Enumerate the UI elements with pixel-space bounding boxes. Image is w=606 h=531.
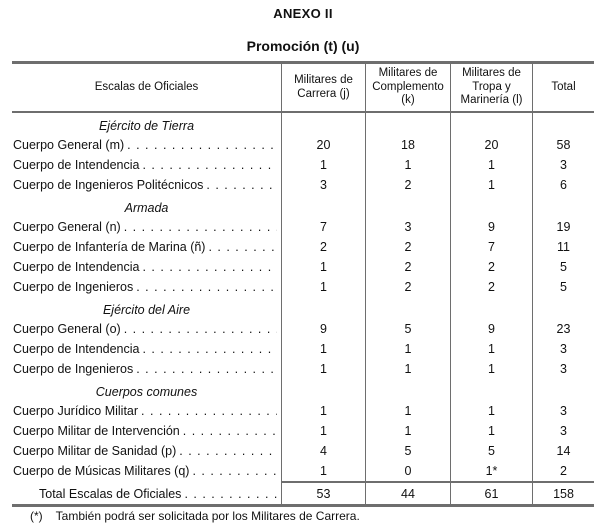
row-value: 18 [365, 135, 450, 155]
table-row [12, 135, 594, 155]
row-value: 1 [450, 175, 532, 195]
row-value: 1 [365, 155, 450, 175]
row-value: 2 [532, 461, 594, 481]
row-value: 3 [532, 339, 594, 359]
footnote-text: También podrá ser solicitada por los Militares de Carrera. [55, 509, 360, 523]
row-value: 1 [450, 401, 532, 421]
table-body [12, 113, 594, 481]
dot-leader [205, 239, 277, 255]
row-value: 5 [365, 441, 450, 461]
total-tropa-value: 61 [450, 481, 532, 504]
total-complemento-value: 44 [365, 481, 450, 504]
empty-cell [365, 195, 450, 217]
row-value: 9 [281, 319, 365, 339]
row-value: 11 [532, 237, 594, 257]
dot-leader [121, 219, 277, 235]
row-label: Cuerpo Militar de Intervención [13, 424, 180, 438]
row-value: 7 [281, 217, 365, 237]
row-value: 1 [450, 339, 532, 359]
dot-leader [139, 259, 277, 275]
row-value: 1 [365, 401, 450, 421]
empty-cell [450, 379, 532, 401]
row-label-cell [12, 155, 281, 175]
dot-leader [181, 486, 277, 502]
section-name: Armada [124, 200, 169, 215]
empty-cell [281, 113, 365, 135]
row-value: 2 [365, 257, 450, 277]
section-name: Ejército del Aire [102, 302, 191, 317]
empty-cell [532, 379, 594, 401]
dot-leader [139, 341, 277, 357]
table-row [12, 339, 594, 359]
row-label-cell [12, 339, 281, 359]
promotion-subtitle: Promoción (t) (u) [246, 38, 360, 54]
empty-cell [532, 297, 594, 319]
table-row [12, 359, 594, 379]
dot-leader [180, 423, 277, 439]
row-value: 1 [281, 277, 365, 297]
section-header-row [12, 113, 594, 135]
row-value: 5 [450, 441, 532, 461]
table-row [12, 461, 594, 481]
section-name: Ejército de Tierra [98, 118, 195, 133]
row-label: Cuerpo de Intendencia [13, 342, 140, 356]
row-value: 1 [450, 421, 532, 441]
row-value: 1 [281, 155, 365, 175]
row-value: 7 [450, 237, 532, 257]
row-label-cell [12, 277, 281, 297]
empty-cell [365, 379, 450, 401]
section-name: Cuerpos comunes [95, 384, 198, 399]
row-value: 1 [281, 421, 365, 441]
row-value: 19 [532, 217, 594, 237]
footnote-marker: (*) [30, 509, 43, 523]
row-label: Cuerpo de Ingenieros Politécnicos [13, 178, 204, 192]
empty-cell [281, 195, 365, 217]
row-value: 20 [450, 135, 532, 155]
row-value: 0 [365, 461, 450, 481]
row-label: Cuerpo General (m) [13, 138, 125, 152]
row-value: 2 [365, 175, 450, 195]
total-row-label-cell [12, 484, 281, 502]
row-label: Cuerpo de Ingenieros [13, 280, 134, 294]
footnote [30, 509, 360, 523]
empty-cell [281, 379, 365, 401]
empty-cell [281, 297, 365, 319]
dot-leader [133, 279, 277, 295]
row-label-cell [12, 319, 281, 339]
row-value: 1 [281, 339, 365, 359]
row-value: 1* [450, 461, 532, 481]
row-value: 3 [281, 175, 365, 195]
empty-cell [450, 113, 532, 135]
dot-leader [189, 463, 277, 479]
table-row [12, 401, 594, 421]
row-value: 1 [365, 421, 450, 441]
table-row [12, 277, 594, 297]
row-value: 3 [365, 217, 450, 237]
total-row-label: Total Escalas de Oficiales [39, 486, 182, 501]
row-label: Cuerpo de Músicas Militares (q) [13, 464, 190, 478]
row-label-cell [12, 401, 281, 421]
row-label-cell [12, 257, 281, 277]
annex-title: ANEXO II [273, 6, 333, 21]
row-value: 9 [450, 217, 532, 237]
table-header-row [12, 64, 594, 113]
row-value: 2 [365, 277, 450, 297]
row-value: 4 [281, 441, 365, 461]
dot-leader [138, 403, 277, 419]
row-label: Cuerpo General (o) [13, 322, 121, 336]
row-value: 2 [365, 237, 450, 257]
row-label-cell [12, 461, 281, 481]
row-value: 1 [281, 257, 365, 277]
row-value: 9 [450, 319, 532, 339]
dot-leader [133, 361, 277, 377]
table-row [12, 257, 594, 277]
row-value: 1 [281, 401, 365, 421]
row-value: 2 [450, 257, 532, 277]
row-value: 3 [532, 401, 594, 421]
row-label-cell [12, 237, 281, 257]
row-value: 3 [532, 155, 594, 175]
row-value: 6 [532, 175, 594, 195]
table-row [12, 319, 594, 339]
row-value: 2 [450, 277, 532, 297]
empty-cell [450, 297, 532, 319]
row-label-cell [12, 217, 281, 237]
total-total-value: 158 [532, 481, 594, 504]
header-militares-tropa: Militares de Tropa y Marinería (l) [450, 64, 532, 111]
row-value: 20 [281, 135, 365, 155]
header-total: Total [532, 64, 594, 111]
row-value: 1 [281, 359, 365, 379]
header-militares-complemento: Militares de Complemento (k) [365, 64, 450, 111]
row-label: Cuerpo de Intendencia [13, 260, 140, 274]
row-label-cell [12, 359, 281, 379]
empty-cell [365, 113, 450, 135]
header-militares-carrera: Militares de Carrera (j) [281, 64, 365, 111]
section-header-row [12, 195, 594, 217]
empty-cell [532, 113, 594, 135]
dot-leader [139, 157, 277, 173]
header-escalas: Escalas de Oficiales [94, 80, 199, 93]
row-value: 23 [532, 319, 594, 339]
row-value: 1 [365, 359, 450, 379]
dot-leader [176, 443, 277, 459]
table-row [12, 421, 594, 441]
row-label: Cuerpo Jurídico Militar [13, 404, 139, 418]
table-row [12, 237, 594, 257]
row-value: 1 [281, 461, 365, 481]
row-label: Cuerpo de Intendencia [13, 158, 140, 172]
row-value: 5 [365, 319, 450, 339]
total-row [12, 481, 594, 504]
row-value: 2 [281, 237, 365, 257]
row-value: 3 [532, 421, 594, 441]
row-value: 5 [532, 277, 594, 297]
promotion-table [12, 61, 594, 507]
row-value: 1 [450, 155, 532, 175]
dot-leader [121, 321, 277, 337]
row-label-cell [12, 135, 281, 155]
row-label: Cuerpo de Infantería de Marina (ñ) [13, 240, 206, 254]
row-label: Cuerpo Militar de Sanidad (p) [13, 444, 177, 458]
total-carrera-value: 53 [281, 481, 365, 504]
empty-cell [365, 297, 450, 319]
table-row [12, 217, 594, 237]
row-value: 5 [532, 257, 594, 277]
table-row [12, 155, 594, 175]
dot-leader [124, 137, 277, 153]
row-value: 1 [450, 359, 532, 379]
section-header-row [12, 379, 594, 401]
row-value: 14 [532, 441, 594, 461]
row-label: Cuerpo General (n) [13, 220, 121, 234]
table-row [12, 175, 594, 195]
section-header-row [12, 297, 594, 319]
table-row [12, 441, 594, 461]
dot-leader [203, 177, 277, 193]
empty-cell [532, 195, 594, 217]
row-label-cell [12, 175, 281, 195]
row-value: 1 [365, 339, 450, 359]
row-value: 3 [532, 359, 594, 379]
row-label: Cuerpo de Ingenieros [13, 362, 134, 376]
row-label-cell [12, 441, 281, 461]
empty-cell [450, 195, 532, 217]
row-label-cell [12, 421, 281, 441]
row-value: 58 [532, 135, 594, 155]
